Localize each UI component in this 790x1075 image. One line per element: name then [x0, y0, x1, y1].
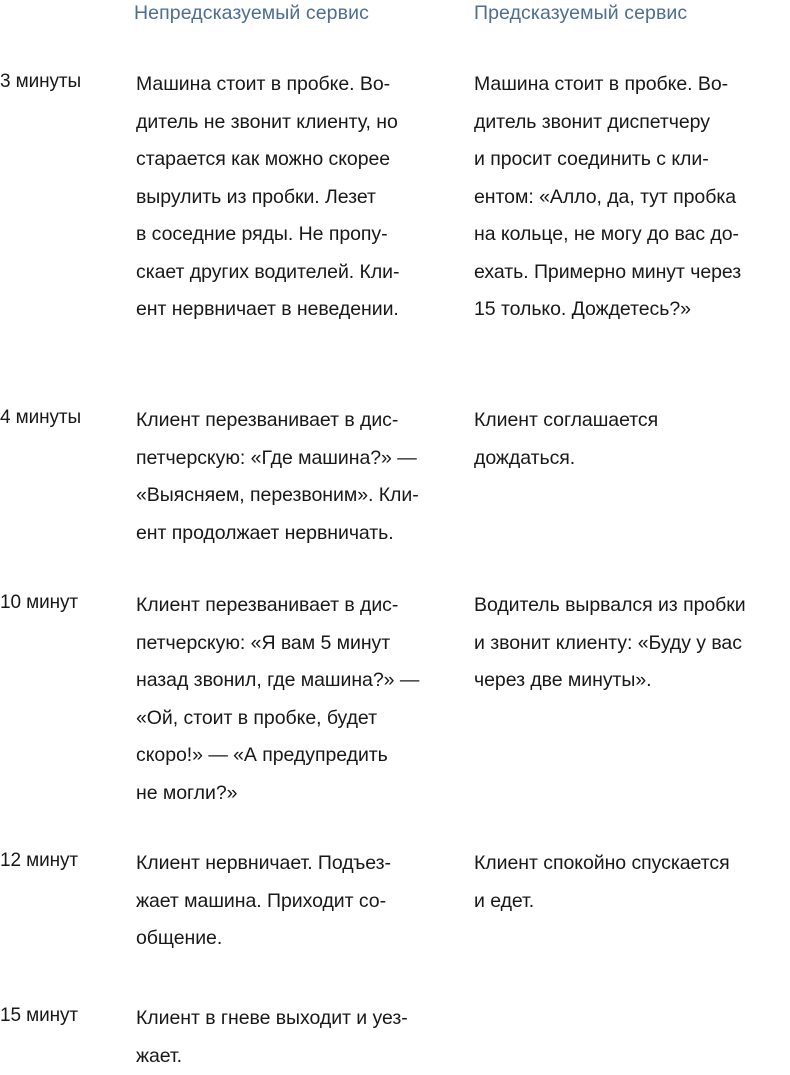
- cell-unpredictable: [136, 66, 466, 329]
- row-time-label: 15 минут: [0, 1000, 128, 1028]
- text-line: 15 только. Дождетесь?»: [474, 291, 790, 329]
- text-line: Клиент спокойно спускается: [474, 845, 790, 883]
- text-line: в соседние ряды. Не пропу-: [136, 216, 466, 254]
- text-line: Клиент перезванивает в дис-: [136, 587, 466, 625]
- text-line: «Ой, стоит в пробке, будет: [136, 700, 466, 738]
- text-line: старается как можно скорее: [136, 141, 466, 179]
- cell-unpredictable: [136, 587, 466, 812]
- cell-predictable: [474, 587, 790, 700]
- text-line: ехать. Примерно минут через: [474, 254, 790, 292]
- row-time-label: 12 минут: [0, 845, 128, 873]
- text-line: Машина стоит в пробке. Во-: [136, 66, 466, 104]
- text-line: скает других водителей. Кли-: [136, 254, 466, 292]
- text-line: дитель звонит диспетчеру: [474, 104, 790, 142]
- text-line: Клиент перезванивает в дис-: [136, 402, 466, 440]
- text-line: жает машина. Приходит со-: [136, 883, 466, 921]
- text-line: на кольце, не могу до вас до-: [474, 216, 790, 254]
- text-line: через две минуты».: [474, 662, 790, 700]
- cell-predictable: [474, 66, 790, 329]
- row-time-cell: [0, 1000, 128, 1028]
- text-line: дитель не звонит клиенту, но: [136, 104, 466, 142]
- row-time-cell: [0, 587, 128, 615]
- row-time-cell: [0, 66, 128, 94]
- text-line: назад звонил, где машина?» —: [136, 662, 466, 700]
- row-time-cell: [0, 402, 128, 430]
- cell-predictable: [474, 845, 790, 920]
- table-header-row: [0, 0, 790, 36]
- text-line: и просит соединить с кли-: [474, 141, 790, 179]
- text-line: Водитель вырвался из пробки: [474, 587, 790, 625]
- text-line: ентом: «Алло, да, тут пробка: [474, 179, 790, 217]
- text-line: Клиент нервничает. Подъез-: [136, 845, 466, 883]
- text-line: «Выясняем, перезвоним». Кли-: [136, 477, 466, 515]
- text-line: вырулить из пробки. Лезет: [136, 179, 466, 217]
- column-header-predictable-service: Предсказуемый сервис: [474, 0, 687, 26]
- row-time-label: 4 минуты: [0, 402, 128, 430]
- column-header-unpredictable-service: Непредсказуемый сервис: [134, 0, 369, 26]
- text-line: ент продолжает нервничать.: [136, 515, 466, 553]
- cell-unpredictable: [136, 845, 466, 958]
- row-time-label: 10 минут: [0, 587, 128, 615]
- text-line: не могли?»: [136, 775, 466, 813]
- cell-unpredictable: [136, 1000, 466, 1075]
- text-line: петчерскую: «Я вам 5 минут: [136, 625, 466, 663]
- text-line: общение.: [136, 920, 466, 958]
- cell-unpredictable: [136, 402, 466, 552]
- text-line: дождаться.: [474, 440, 790, 478]
- text-line: Клиент в гневе выходит и уез-: [136, 1000, 466, 1038]
- text-line: Клиент соглашается: [474, 402, 790, 440]
- text-line: Машина стоит в пробке. Во-: [474, 66, 790, 104]
- text-line: жает.: [136, 1038, 466, 1075]
- row-time-cell: [0, 845, 128, 873]
- text-line: скоро!» — «А предупредить: [136, 737, 466, 775]
- text-line: и звонит клиенту: «Буду у вас: [474, 625, 790, 663]
- text-line: петчерскую: «Где машина?» —: [136, 440, 466, 478]
- row-time-label: 3 минуты: [0, 66, 128, 94]
- text-line: ент нервничает в неведении.: [136, 291, 466, 329]
- cell-predictable: [474, 402, 790, 477]
- text-line: и едет.: [474, 883, 790, 921]
